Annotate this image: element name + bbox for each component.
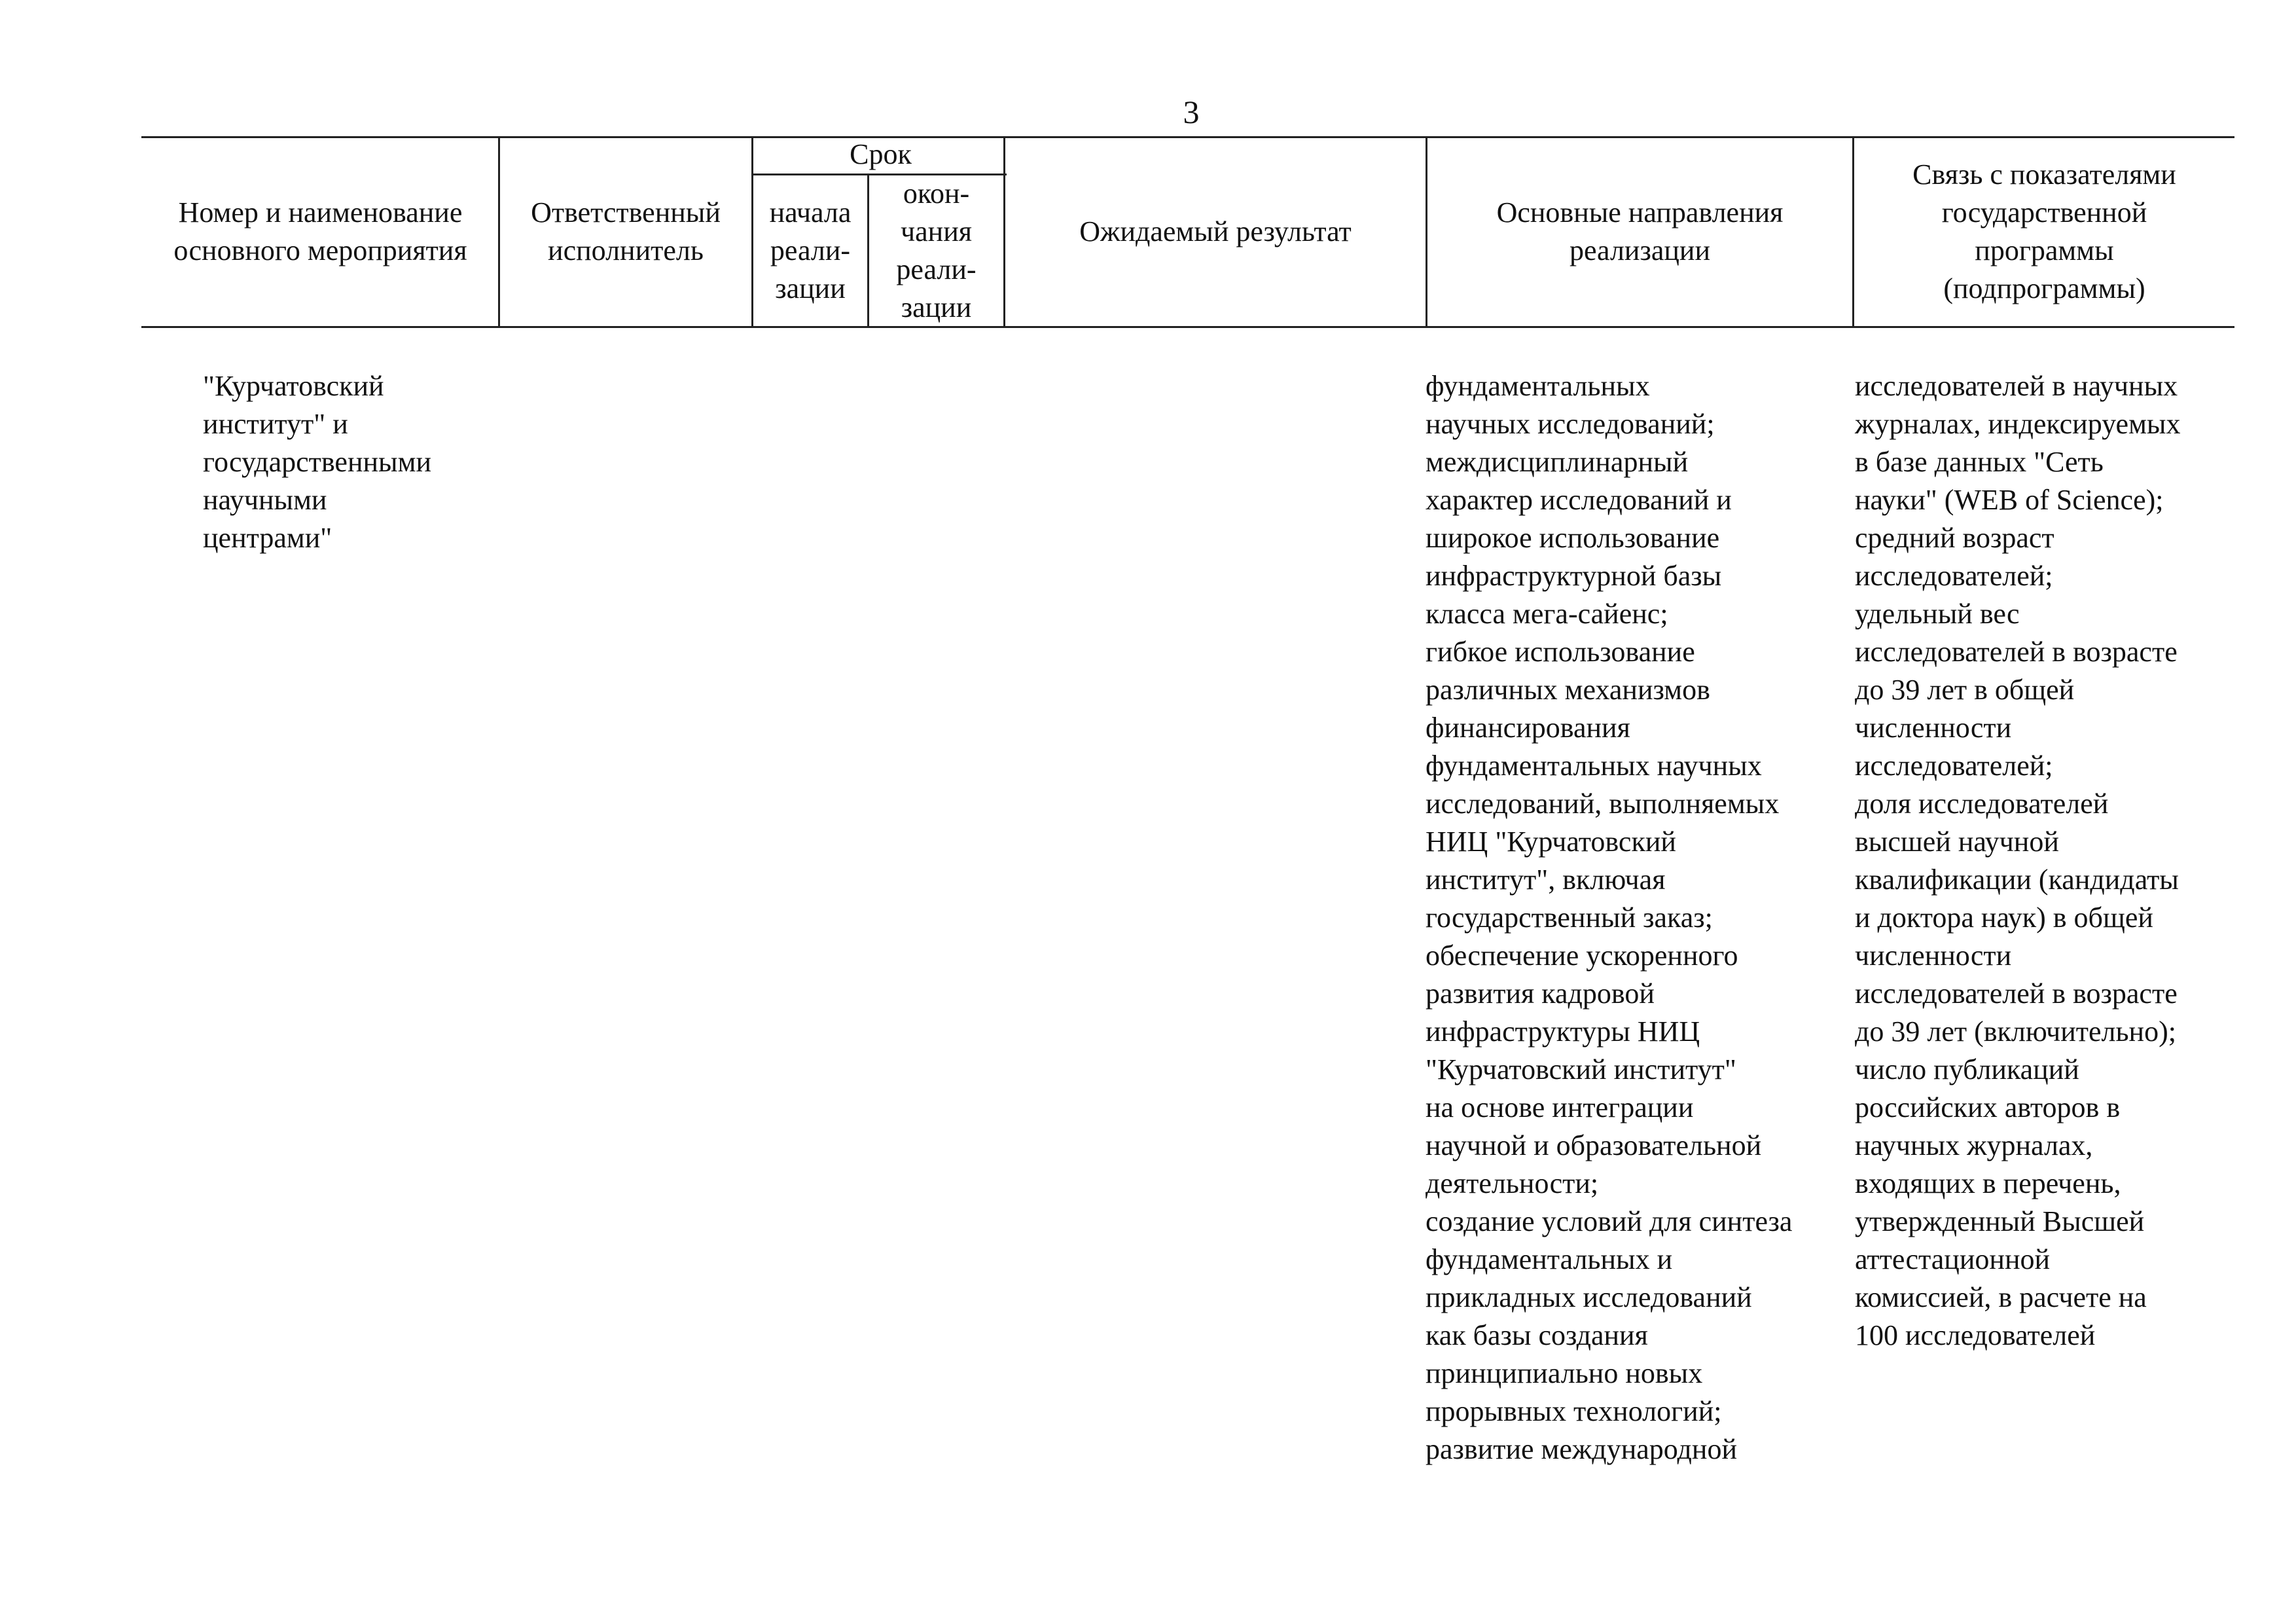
- directions-cell-text: фундаментальных научных исследований; междисциплинарный характер исследований и широкое использование инфраструктурной базы класса мега-сайенс; гибкое использование различных механизмов финансирования фундаментальных научных исследований, выполняемых НИЦ "Курчатовский институт", включая государственный заказ; обеспечение ускоренного развития кадровой инфраструктуры НИЦ "Курчатовский институт" на основе интеграции научной и образовательной деятельности; создание условий для синтеза фундаментальных и прикладных исследований как базы создания принципиально новых прорывных технологий; развитие международной: [1426, 370, 1793, 1465]
- page-number: 3: [1183, 94, 1200, 130]
- indicators-cell-text: исследователей в научных журналах, индексируемых в базе данных "Сеть науки" (WEB of Science); средний возраст исследователей; удельный вес исследователей в возрасте до 39 лет в общей численности исследователей; доля исследователей высшей научной квалификации (кандидаты и доктора наук) в общей численности исследователей в возрасте до 39 лет (включительно); число публикаций российских авторов в научных журналах, входящих в перечень, утвержденный Высшей аттестационной комиссией, в расчете на 100 исследователей: [1855, 370, 2181, 1351]
- header-measure: Номер и наименование основного мероприятия: [173, 196, 467, 266]
- header-term-start: начала реали- зации: [769, 196, 852, 304]
- header-term: Срок: [850, 138, 912, 170]
- header-expected-result: Ожидаемый результат: [1079, 215, 1352, 247]
- header-bottom-border: [141, 326, 2234, 328]
- header-executor: Ответственный исполнитель: [531, 196, 721, 266]
- header-directions: Основные направления реализации: [1496, 196, 1784, 266]
- header-term-end: окон- чания реали- зации: [896, 177, 977, 323]
- header-indicators: Связь с показателями государственной программы (подпрограммы): [1912, 158, 2176, 304]
- measure-cell-text: "Курчатовский институт" и государственными научными центрами": [203, 370, 431, 554]
